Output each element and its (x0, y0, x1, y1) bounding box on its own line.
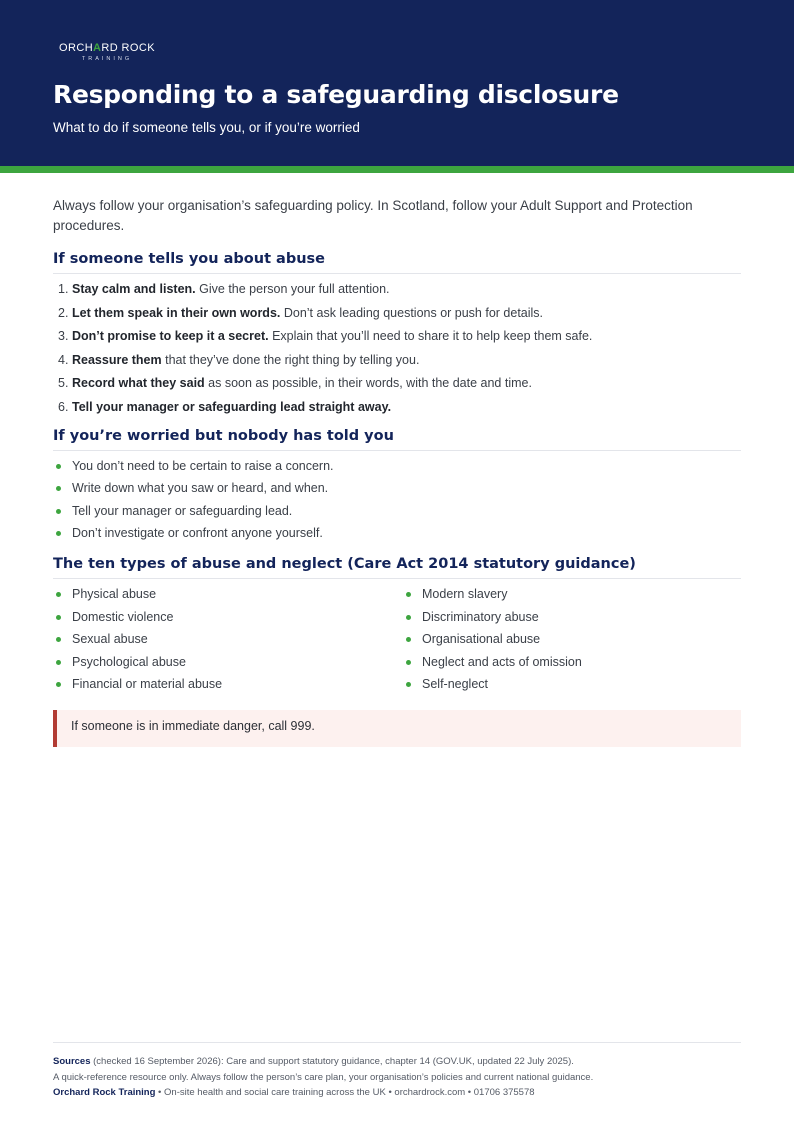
list-item: 6. Tell your manager or safeguarding lead straight away. (58, 399, 392, 414)
list-item: Neglect and acts of omission (403, 653, 582, 676)
bullet-icon (406, 660, 411, 665)
list-item: Modern slavery (403, 585, 582, 608)
disclosure-steps-list (53, 280, 743, 422)
bullet-icon (56, 592, 61, 597)
logo-subtitle: TRAINING (81, 56, 133, 62)
list-item: 1. Stay calm and listen. Give the person your full attention. (58, 282, 390, 296)
list-item: Psychological abuse (53, 653, 222, 676)
orchard-rock-logo (57, 42, 157, 63)
list-item: 2. Let them speak in their own words. Don’t ask leading questions or push for details. (58, 305, 544, 320)
footer-disclaimer: A quick-reference resource only. Always follow the person’s care plan, your organisation’s policies and current national guidance. (53, 1072, 594, 1083)
bullet-icon (56, 637, 61, 642)
list-item: Physical abuse (53, 585, 222, 608)
footer-divider (53, 1042, 741, 1043)
section-divider (53, 578, 741, 579)
bullet-icon (56, 531, 61, 536)
bullet-icon (56, 660, 61, 665)
page-title: Responding to a safeguarding disclosure (53, 80, 619, 109)
list-item: Organisational abuse (403, 630, 582, 653)
section-divider (53, 450, 741, 451)
bullet-icon (56, 486, 61, 491)
worried-actions-list (53, 457, 334, 547)
list-item: 4. Reassure them that they’ve done the right thing by telling you. (58, 352, 420, 367)
section-divider (53, 273, 741, 274)
list-item: Financial or material abuse (53, 675, 222, 698)
list-item: Write down what you saw or heard, and when. (53, 479, 334, 501)
abuse-types-left-list (53, 585, 222, 698)
list-item: Domestic violence (53, 608, 222, 631)
bullet-icon (406, 682, 411, 687)
header-accent-stripe (0, 166, 794, 173)
list-item: Don’t investigate or confront anyone yourself. (53, 524, 334, 546)
logo-a-mark: A (93, 42, 102, 54)
bullet-icon (56, 509, 61, 514)
bullet-icon (56, 682, 61, 687)
list-item: Discriminatory abuse (403, 608, 582, 631)
bullet-icon (406, 637, 411, 642)
list-item: Tell your manager or safeguarding lead. (53, 502, 334, 524)
section-heading-worried: If you’re worried but nobody has told you (53, 428, 394, 444)
section-heading-disclosure: If someone tells you about abuse (53, 251, 326, 267)
bullet-icon (56, 615, 61, 620)
abuse-types-right-list (403, 585, 582, 698)
section-heading-abuse-types: The ten types of abuse and neglect (Care Act 2014 statutory guidance) (53, 556, 636, 572)
list-item: Self-neglect (403, 675, 582, 698)
page-subtitle: What to do if someone tells you, or if you’re worried (53, 120, 360, 135)
bullet-icon (406, 615, 411, 620)
list-item: You don’t need to be certain to raise a concern. (53, 457, 334, 479)
list-item: 5. Record what they said as soon as possible, in their words, with the date and time. (58, 376, 532, 391)
footer-organisation: Orchard Rock Training • On-site health and social care training across the UK • orchardrock.com • 01706 375578 (53, 1087, 535, 1098)
list-item: 3. Don’t promise to keep it a secret. Explain that you’ll need to share it to help keep them safe. (58, 329, 593, 344)
emergency-callout (53, 710, 741, 747)
logo-wordmark: ORCHARD ROCK (59, 42, 155, 54)
list-item: Sexual abuse (53, 630, 222, 653)
bullet-icon (406, 592, 411, 597)
intro-paragraph: Always follow your organisation’s safeguarding policy. In Scotland, follow your Adult Support and Protection procedures. (53, 198, 693, 233)
emergency-callout-text: If someone is in immediate danger, call 999. (71, 719, 315, 733)
footer-sources: Sources (checked 16 September 2026): Care and support statutory guidance, chapter 14 (GOV.UK, updated 22 July 2025). (53, 1056, 574, 1067)
bullet-icon (56, 464, 61, 469)
